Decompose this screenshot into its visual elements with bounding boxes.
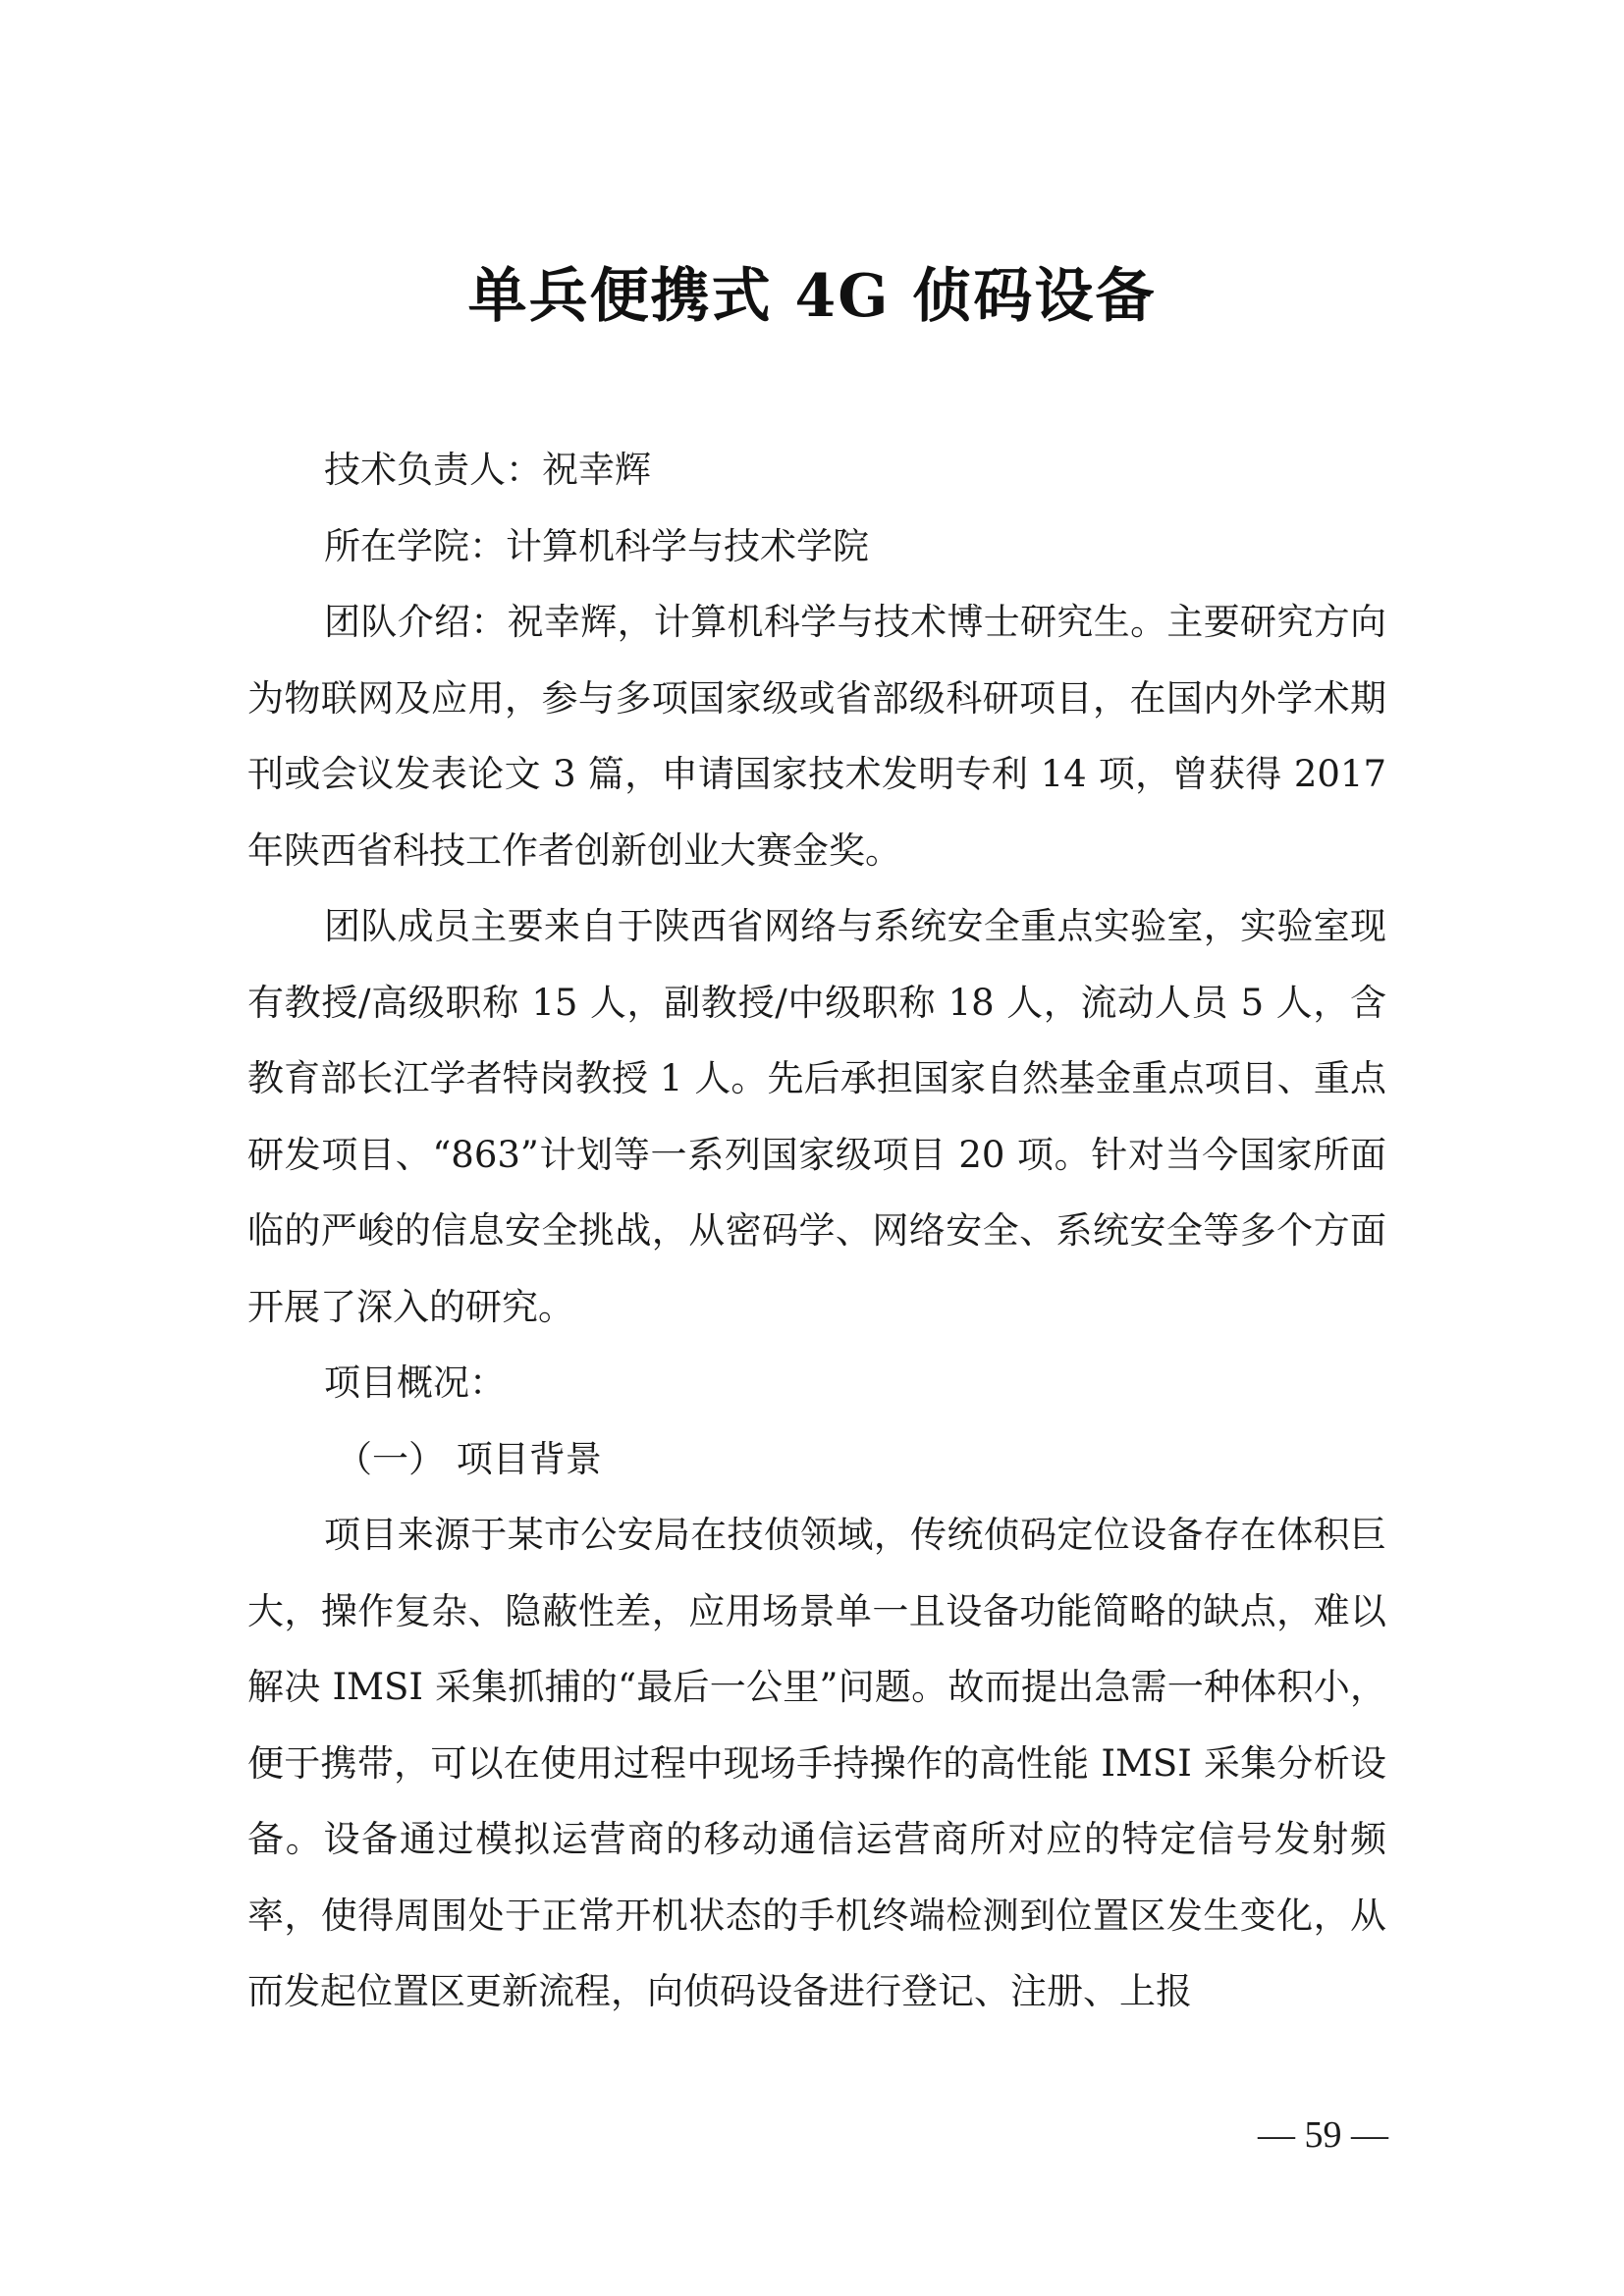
project-background-paragraph: 项目来源于某市公安局在技侦领域，传统侦码定位设备存在体积巨大，操作复杂、隐蔽性差，应用场景单一且设备功能简略的缺点，难以解决 IMSI 采集抓捕的“最后一公里”问题。故而提出急需一种体积小，便于携带，可以在使用过程中现场手持操作的高性能 IMSI 采集分析设备。设备通过模拟运营商的移动通信运营商所对应的特定信号发射频率，使得周围处于正常开机状态的手机终端检测到位置区发生变化，从而发起位置区更新流程，向侦码设备进行登记、注册、上报 <box>247 1514 1386 2012</box>
technical-lead-line: 技术负责人：祝幸辉 <box>324 449 651 491</box>
document-title: 单兵便携式 4G 侦码设备 <box>467 262 1157 332</box>
team-intro-paragraph: 团队介绍：祝幸辉，计算机科学与技术博士研究生。主要研究方向为物联网及应用，参与多项国家级或省部级科研项目，在国内外学术期刊或会议发表论文 3 篇，申请国家技术发明专利 14 项，曾获得 2017 年陕西省科技工作者创新创业大赛金奖。 <box>247 601 1386 872</box>
team-members-paragraph: 团队成员主要来自于陕西省网络与系统安全重点实验室，实验室现有教授/高级职称 15 人，副教授/中级职称 18 人，流动人员 5 人，含教育部长江学者特岗教授 1 人。先后承担国家自然基金重点项目、重点研发项目、“863”计划等一系列国家级项目 20 项。针对当今国家所面临的严峻的信息安全挑战，从密码学、网络安全、系统安全等多个方面开展了深入的研究。 <box>247 905 1386 1328</box>
project-background-heading: （一） 项目背景 <box>336 1437 602 1480</box>
college-line: 所在学院：计算机科学与技术学院 <box>324 524 869 567</box>
document-body <box>247 432 1386 2030</box>
page-number: — 59 — <box>1258 2114 1388 2156</box>
project-overview-heading: 项目概况： <box>324 1362 506 1404</box>
